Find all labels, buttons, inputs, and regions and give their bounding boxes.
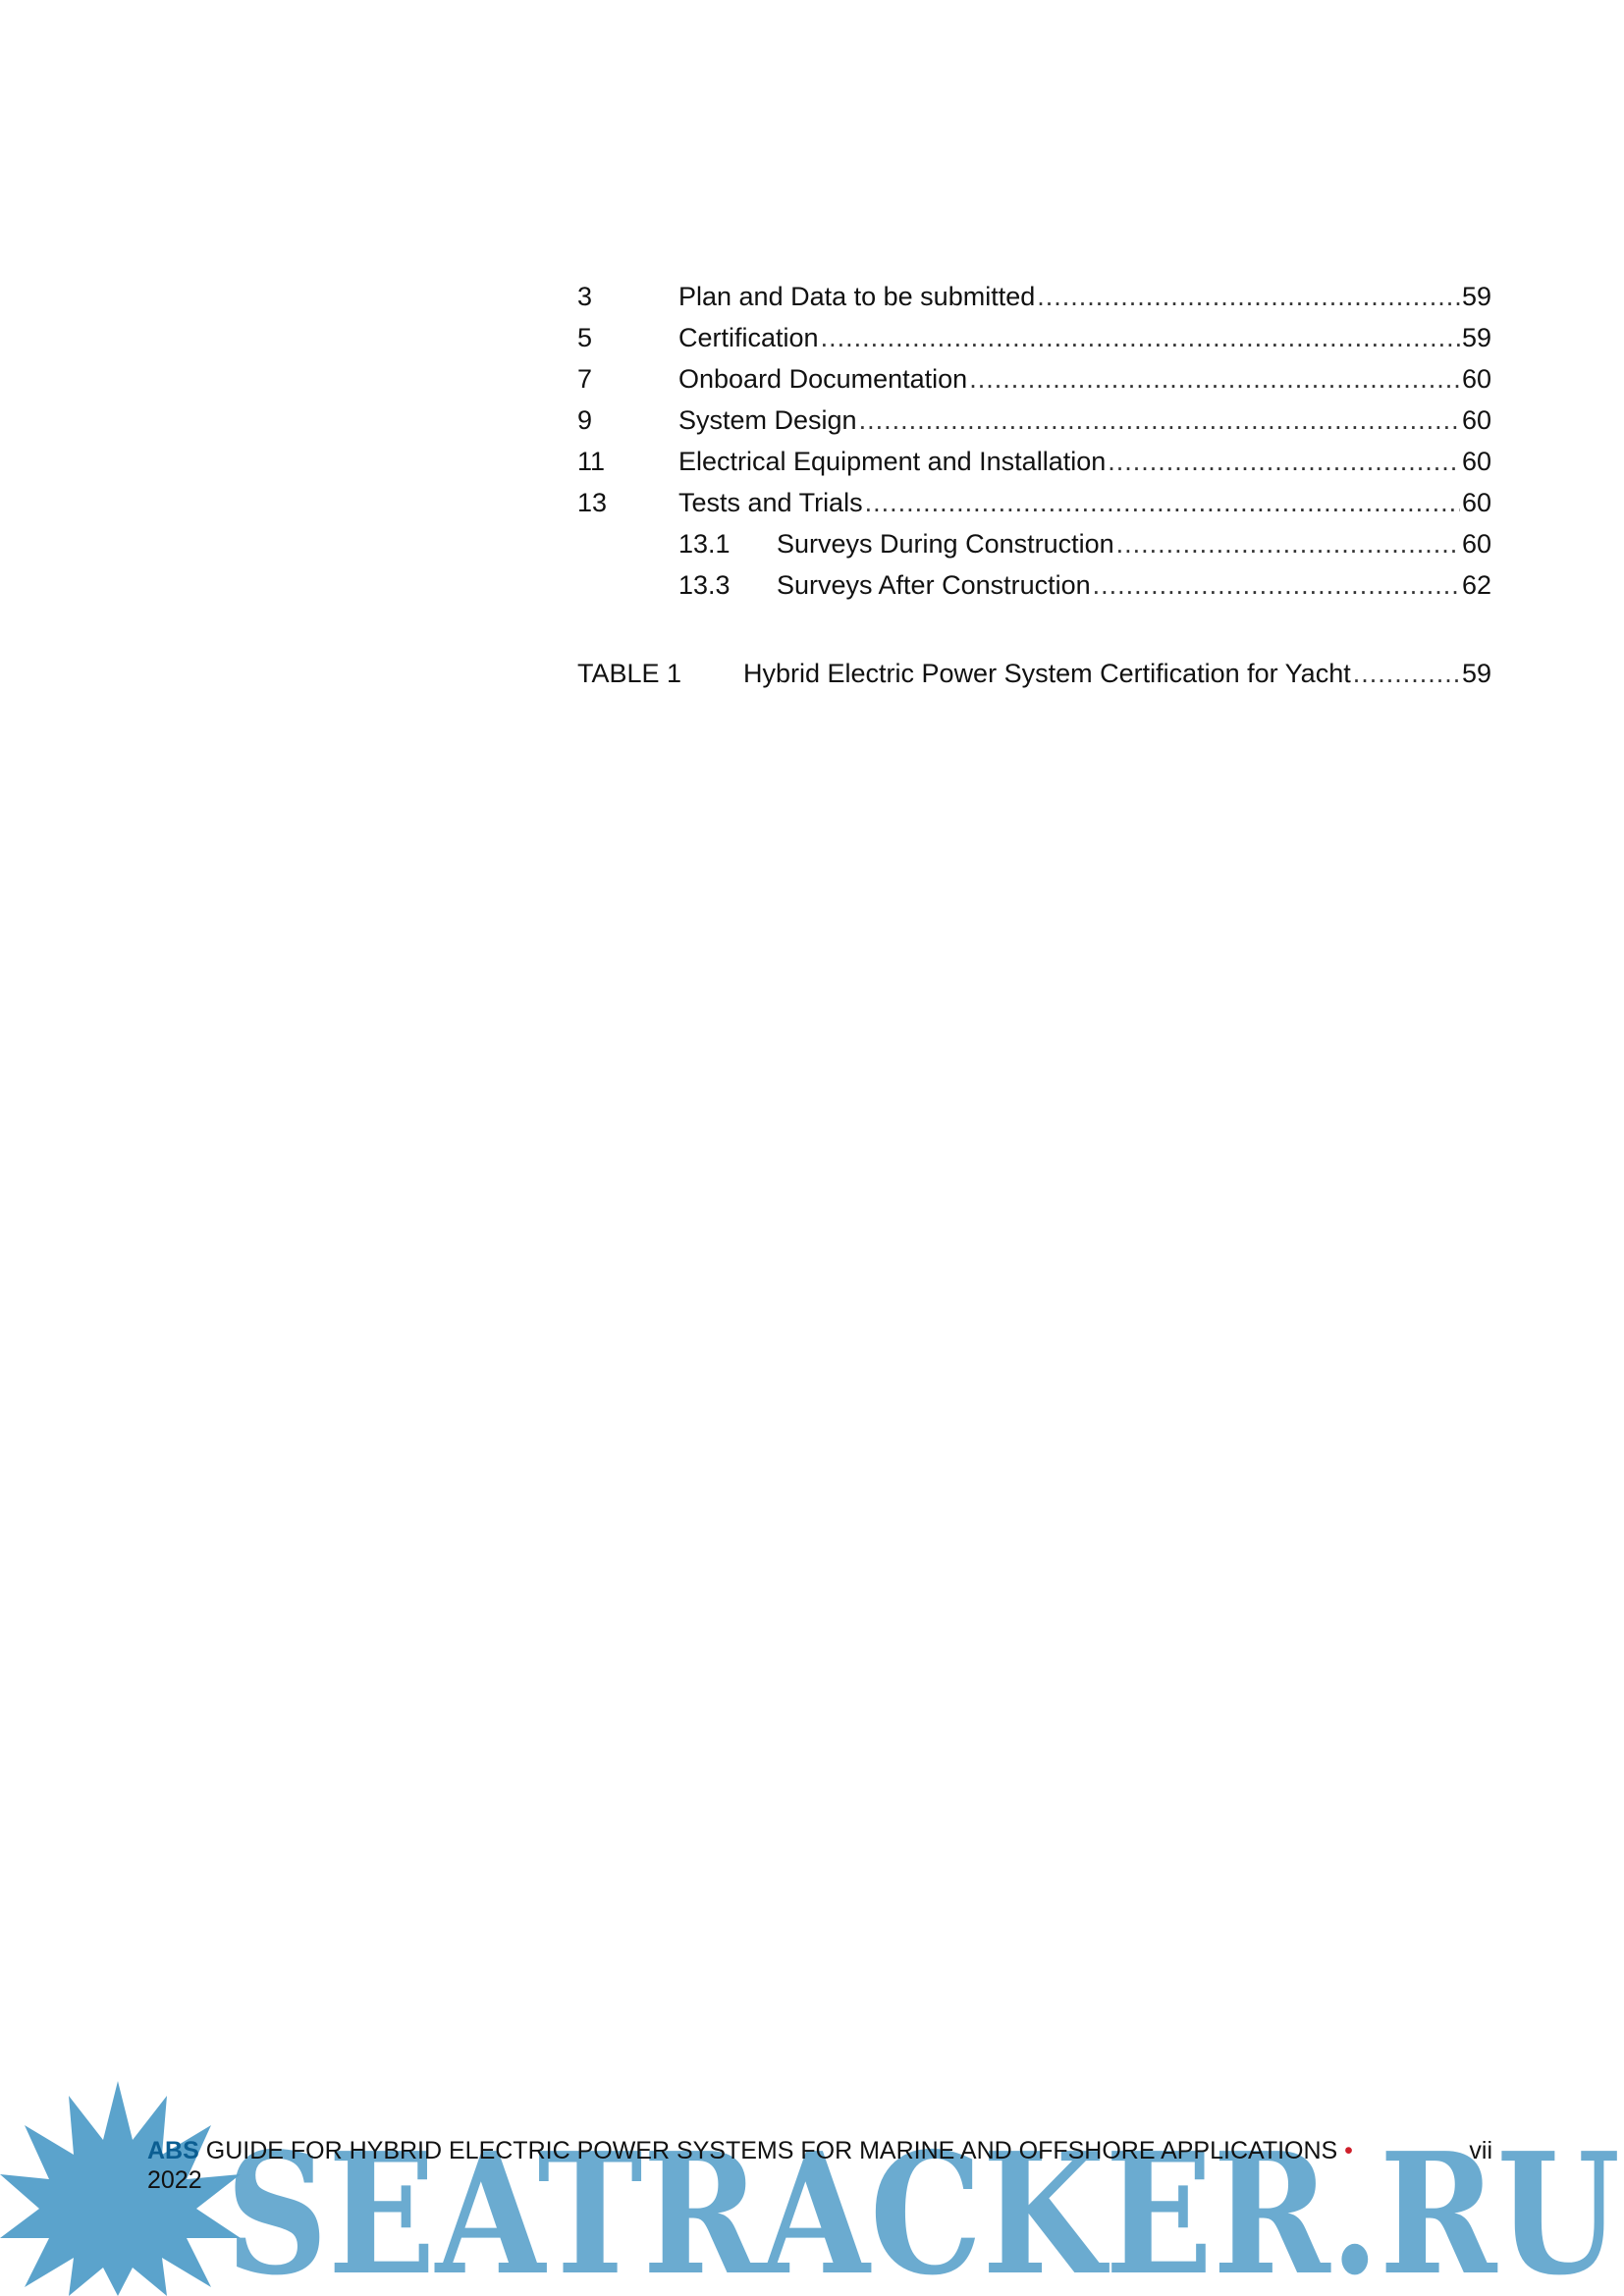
dot-leader [859, 405, 1460, 436]
toc-entry[interactable] [577, 488, 1491, 529]
dot-leader [969, 364, 1460, 395]
toc-subentry[interactable] [577, 570, 1491, 612]
table-page: 59 [1461, 659, 1491, 688]
toc-entry-title: Plan and Data to be submitted [678, 282, 1036, 311]
toc-entry-title: Onboard Documentation [678, 364, 968, 394]
toc-entry-number: 7 [577, 364, 593, 394]
dot-leader [1116, 529, 1460, 560]
sun-burst-icon [0, 2081, 241, 2296]
seatracker-watermark [0, 2081, 1624, 2296]
toc-entry[interactable] [577, 364, 1491, 405]
toc-entry-title: Certification [678, 323, 819, 352]
toc-entry-number: 3 [577, 282, 593, 311]
toc-entry-number: 11 [577, 447, 606, 476]
toc-table-entry[interactable] [577, 659, 1491, 700]
toc-entry-number: 13 [577, 488, 608, 517]
toc-entry-page: 59 [1461, 323, 1491, 352]
footer-brand: ABS [147, 2137, 199, 2164]
toc-subentry-number: 13.1 [678, 529, 731, 559]
toc-entry[interactable] [577, 447, 1491, 488]
toc-entry-page: 60 [1461, 364, 1491, 394]
toc-entry-page: 60 [1461, 488, 1491, 517]
dot-leader [1108, 447, 1460, 477]
page-footer [147, 2137, 1492, 2194]
footer-year: 2022 [147, 2166, 202, 2194]
toc-entry[interactable] [577, 323, 1491, 364]
footer-title: GUIDE FOR HYBRID ELECTRIC POWER SYSTEMS FOR MARINE AND OFFSHORE APPLICATIONS [205, 2137, 1338, 2164]
dot-leader [1093, 570, 1460, 601]
toc-entry[interactable] [577, 405, 1491, 447]
toc-subentry[interactable] [577, 529, 1491, 570]
toc-entry-number: 5 [577, 323, 593, 352]
dot-leader [821, 323, 1460, 353]
toc-entry[interactable] [577, 282, 1491, 323]
toc-entry-title: Electrical Equipment and Installation [678, 447, 1107, 476]
dot-leader [865, 488, 1460, 518]
footer-page-number: vii [1469, 2137, 1492, 2164]
dot-leader [1353, 659, 1460, 689]
table-label: TABLE 1 [577, 659, 682, 688]
toc-subentry-number: 13.3 [678, 570, 731, 600]
toc-entry-title: System Design [678, 405, 857, 435]
footer-bullet: • [1344, 2137, 1353, 2164]
toc-entry-title: Tests and Trials [678, 488, 863, 517]
toc-subentry-title: Surveys During Construction [777, 529, 1114, 559]
toc-entry-number: 9 [577, 405, 593, 435]
toc-entry-page: 60 [1461, 405, 1491, 435]
toc-entry-page: 60 [1461, 447, 1491, 476]
watermark-text: SEATRACKER.RU [226, 2116, 1620, 2296]
table-title: Hybrid Electric Power System Certification for Yacht [743, 659, 1351, 688]
toc-subentry-title: Surveys After Construction [777, 570, 1091, 600]
toc-subentry-page: 60 [1461, 529, 1491, 559]
toc-subentry-page: 62 [1461, 570, 1491, 600]
toc-entry-page: 59 [1461, 282, 1491, 311]
dot-leader [1037, 282, 1460, 312]
